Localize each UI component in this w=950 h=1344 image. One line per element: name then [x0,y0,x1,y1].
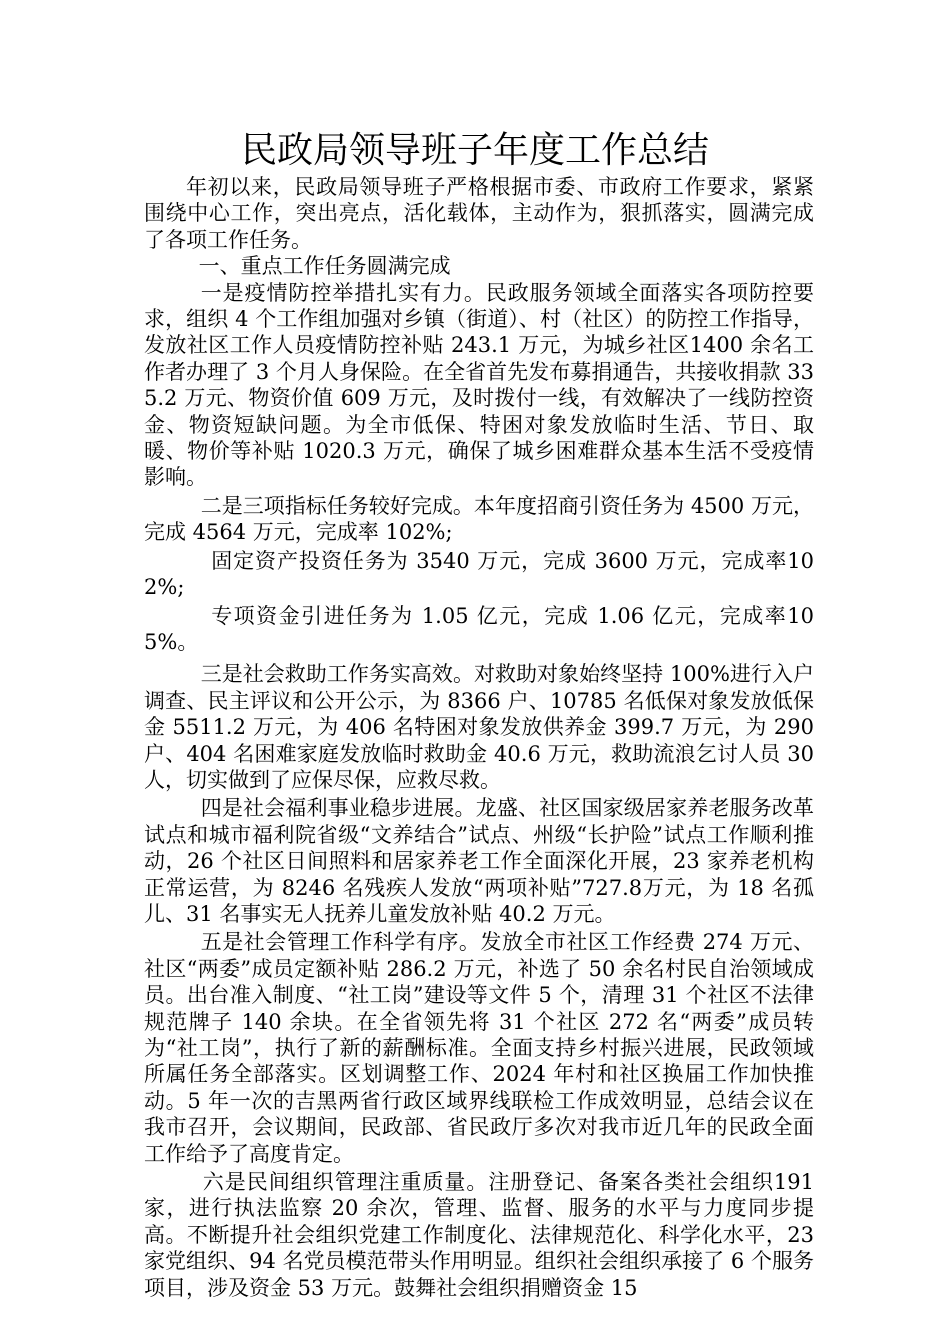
document-body [144,174,814,1301]
paragraph-social-management: 五是社会管理工作科学有序。发放全市社区工作经费 274 万元、社区“两委”成员定额补贴 286.2 万元，补选了 50 余名村民自治领域成员。出台准入制度、“社工岗”建设等文件 5 个，清理 31 个社区不法律规范牌子 140 余块。在全省领先将 31 个社区 272 名“两委”成员转为“社工岗”，执行了新的薪酬标准。全面支持乡村振兴进展，民政领域所属任务全部落实。区划调整工作、2024 年村和社区换届工作加快推动。5 年一次的吉黑两省行政区域界线联检工作成效明显，总结会议在我市召开，会议期间，民政部、省民政厅多次对我市近几年的民政全面工作给予了高度肯定。 [144,930,814,1166]
paragraph-fixed-assets: 固定资产投资任务为 3540 万元，完成 3600 万元，完成率102%; [144,548,814,600]
paragraph-civil-organizations: 六是民间组织管理注重质量。注册登记、备案各类社会组织191 家，进行执法监察 20 余次，管理、监督、服务的水平与力度同步提高。不断提升社会组织党建工作制度化、法律规范化、科学化水平，23 家党组织、94 名党员模范带头作用明显。组织社会组织承接了 6 个服务项目，涉及资金 53 万元。鼓舞社会组织捐赠资金 15 [144,1170,814,1300]
paragraph-social-welfare: 四是社会福利事业稳步进展。龙盛、社区国家级居家养老服务改革试点和城市福利院省级“文养结合”试点、州级“长护险”试点工作顺利推动，26 个社区日间照料和居家养老工作全面深化开展，23 家养老机构正常运营，为 8246 名残疾人发放“两项补贴”727.8万元，为 18 名孤儿、31 名事实无人抚养儿童发放补贴 40.2 万元。 [144,796,814,926]
paragraph-social-assistance: 三是社会救助工作务实高效。对救助对象始终坚持 100%进行入户调查、民主评议和公开公示，为 8366 户、10785 名低保对象发放低保金 5511.2 万元，为 406 名特困对象发放供养金 399.7 万元，为 290 户、404 名困难家庭发放临时救助金 40.6 万元，救助流浪乞讨人员 30 人，切实做到了应保尽保，应救尽救。 [144,662,814,792]
paragraph-special-funds: 专项资金引进任务为 1.05 亿元，完成 1.06 亿元，完成率105%。 [144,603,814,654]
paragraph-intro: 年初以来，民政局领导班子严格根据市委、市政府工作要求，紧紧围绕中心工作，突出亮点，活化载体，主动作为，狠抓落实，圆满完成了各项工作任务。 [144,175,814,252]
document-title: 民政局领导班子年度工作总结 [240,130,709,171]
section-heading-1: 一、重点工作任务圆满完成 [198,254,451,279]
paragraph-indicators: 二是三项指标任务较好完成。本年度招商引资任务为 4500 万元，完成 4564 万元，完成率 102%; [144,493,814,545]
paragraph-epidemic: 一是疫情防控举措扎实有力。民政服务领域全面落实各项防控要求，组织 4 个工作组加强对乡镇（街道）、村（社区）的防控工作指导，发放社区工作人员疫情防控补贴 243.1 万元，为城乡社区1400 余名工作者办理了 3 个月人身保险。在全省首先发布募捐通告，共接收捐款 335.2 万元、物资价值 609 万元，及时拨付一线，有效解决了一线防控资金、物资短缺问题。为全市低保、特困对象发放临时生活、节日、取暖、物价等补贴 1020.3 万元，确保了城乡困难群众基本生活不受疫情影响。 [144,280,814,490]
